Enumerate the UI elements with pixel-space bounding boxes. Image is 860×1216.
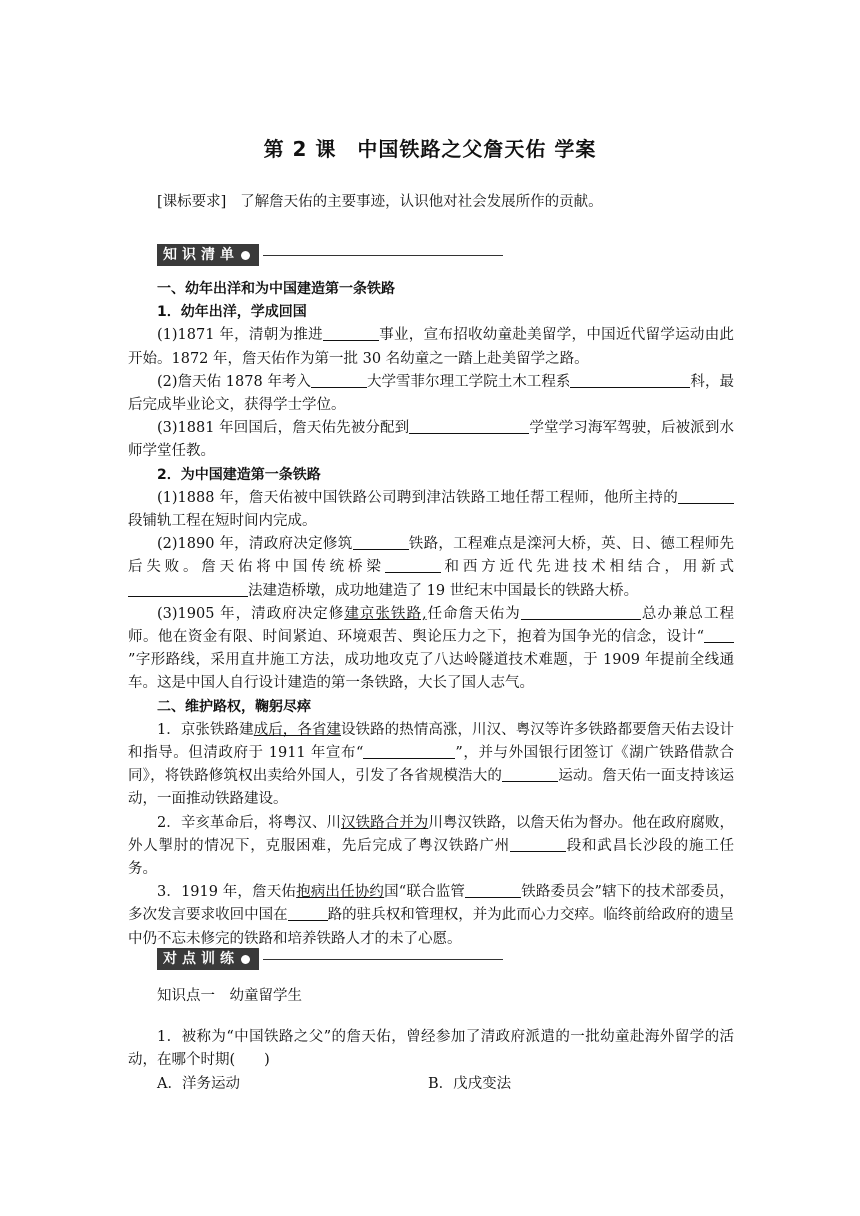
fill-blank[interactable] bbox=[510, 836, 566, 852]
knowledge-list-label: 知识清单 bbox=[163, 247, 239, 263]
subsection-heading: 1．幼年出洋，学成回国 bbox=[157, 304, 307, 321]
divider bbox=[263, 255, 503, 256]
paragraph: (1)1888 年，詹天佑被中国铁路公司聘到津沽铁路工地任帮工程师，他所主持的段铺轨工程在短时间内完成。 bbox=[128, 487, 734, 533]
knowledge-point-title: 知识点一 幼童留学生 bbox=[157, 988, 302, 1004]
bullet-dot-icon bbox=[241, 955, 250, 964]
fill-blank[interactable] bbox=[288, 905, 328, 921]
fill-blank[interactable] bbox=[704, 627, 734, 643]
fill-blank[interactable] bbox=[353, 534, 409, 550]
knowledge-list-banner bbox=[157, 244, 503, 266]
practice-banner bbox=[157, 948, 503, 970]
fill-blank[interactable] bbox=[409, 418, 529, 434]
paragraph: 3．1919 年，詹天佑抱病出任协约国“联合监管 铁路委员会”辖下的技术部委员，多次发言要求收回中国在 路的驻兵权和管理权，并为此而心力交瘁。临终前给政府的遗呈中仍不忘未修完的铁路和培养铁路人才的未了心愿。 bbox=[128, 884, 734, 947]
fill-blank[interactable] bbox=[323, 325, 379, 341]
requirement-text: 了解詹天佑的主要事迹，认识他对社会发展所作的贡献。 bbox=[240, 194, 603, 210]
fill-blank[interactable] bbox=[363, 743, 455, 759]
page-title: 第 2 课 中国铁路之父詹天佑 学案 bbox=[263, 137, 597, 161]
practice-tag bbox=[157, 948, 259, 970]
paragraph: (1)1871 年，清朝为推进 事业，宣布招收幼童赴美留学，中国近代留学运动由此开始。1872 年，詹天佑作为第一批 30 名幼童之一踏上赴美留学之路。 bbox=[128, 327, 734, 367]
fill-blank[interactable] bbox=[385, 557, 441, 573]
paragraph: 2．辛亥革命后，将粤汉、川汉铁路合并为川粤汉铁路，以詹天佑为督办。他在政府腐败，外人掣肘的情况下，克服困难，先后完成了粤汉铁路广州 段和武昌长沙段的施工任务。 bbox=[128, 814, 735, 878]
option-b[interactable]: B．戊戌变法 bbox=[428, 1076, 512, 1092]
divider bbox=[263, 959, 503, 960]
knowledge-list-tag bbox=[157, 244, 259, 266]
section-heading: 一、幼年出洋和为中国建造第一条铁路 bbox=[157, 281, 395, 297]
fill-blank[interactable] bbox=[521, 604, 641, 620]
knowledge-content bbox=[128, 278, 734, 951]
paragraph: (2)1890 年，清政府决定修筑 铁路，工程难点是滦河大桥，英、日、德工程师先后失败。詹天佑将中国传统桥梁 和西方近代先进技术相结合，用新式法建造桥墩，成功地建造了 19 世纪末中国最长的铁路大桥。 bbox=[128, 536, 735, 599]
section-heading: 二、维护路权，鞠躬尽瘁 bbox=[157, 698, 311, 715]
paragraph: (3)1881 年回国后，詹天佑先被分配到 学堂学习海军驾驶，后被派到水师学堂任教。 bbox=[128, 420, 734, 460]
practice-label: 对点训练 bbox=[163, 951, 239, 967]
paragraph: (3)1905 年，清政府决定修建京张铁路,任命詹天佑为 总办兼总工程师。他在资金有限、时间紧迫、环境艰苦、舆论压力之下，抱着为国争光的信念，设计“”字形路线，采用直井施工方法，成功地攻克了八达岭隧道技术难题，于 1909 年提前全线通车。这是中国人自行设计建造的第一条铁路，大长了国人志气。 bbox=[128, 605, 734, 692]
option-a[interactable]: A．洋务运动 bbox=[157, 1076, 240, 1092]
paragraph: 1．京张铁路建成后，各省建设铁路的热情高涨，川汉、粤汉等许多铁路都要詹天佑去设计和指导。但清政府于 1911 年宣布“ ”，并与外国银行团签订《湖广铁路借款合同》，将铁路修筑权出卖给外国人，引发了各省规模浩大的 运动。詹天佑一面支持该运动，一面推动铁路建设。 bbox=[128, 721, 735, 808]
fill-blank[interactable] bbox=[465, 882, 521, 898]
course-requirement bbox=[157, 190, 603, 211]
fill-blank[interactable] bbox=[570, 372, 690, 388]
requirement-label: [课标要求] bbox=[157, 194, 227, 210]
fill-blank[interactable] bbox=[678, 488, 734, 504]
subsection-heading: 2．为中国建造第一条铁路 bbox=[157, 466, 321, 483]
paragraph: (2)詹天佑 1878 年考入 大学雪菲尔理工学院土木工程系 科，最后完成毕业论文，获得学士学位。 bbox=[128, 373, 734, 414]
fill-blank[interactable] bbox=[128, 581, 248, 597]
fill-blank[interactable] bbox=[502, 766, 558, 782]
question-stem: 1．被称为“中国铁路之父”的詹天佑，曾经参加了清政府派遣的一批幼童赴海外留学的活动，在哪个时期( ) bbox=[128, 1029, 734, 1069]
fill-blank[interactable] bbox=[311, 372, 367, 388]
question-1 bbox=[128, 1026, 734, 1072]
bullet-dot-icon bbox=[241, 251, 250, 260]
